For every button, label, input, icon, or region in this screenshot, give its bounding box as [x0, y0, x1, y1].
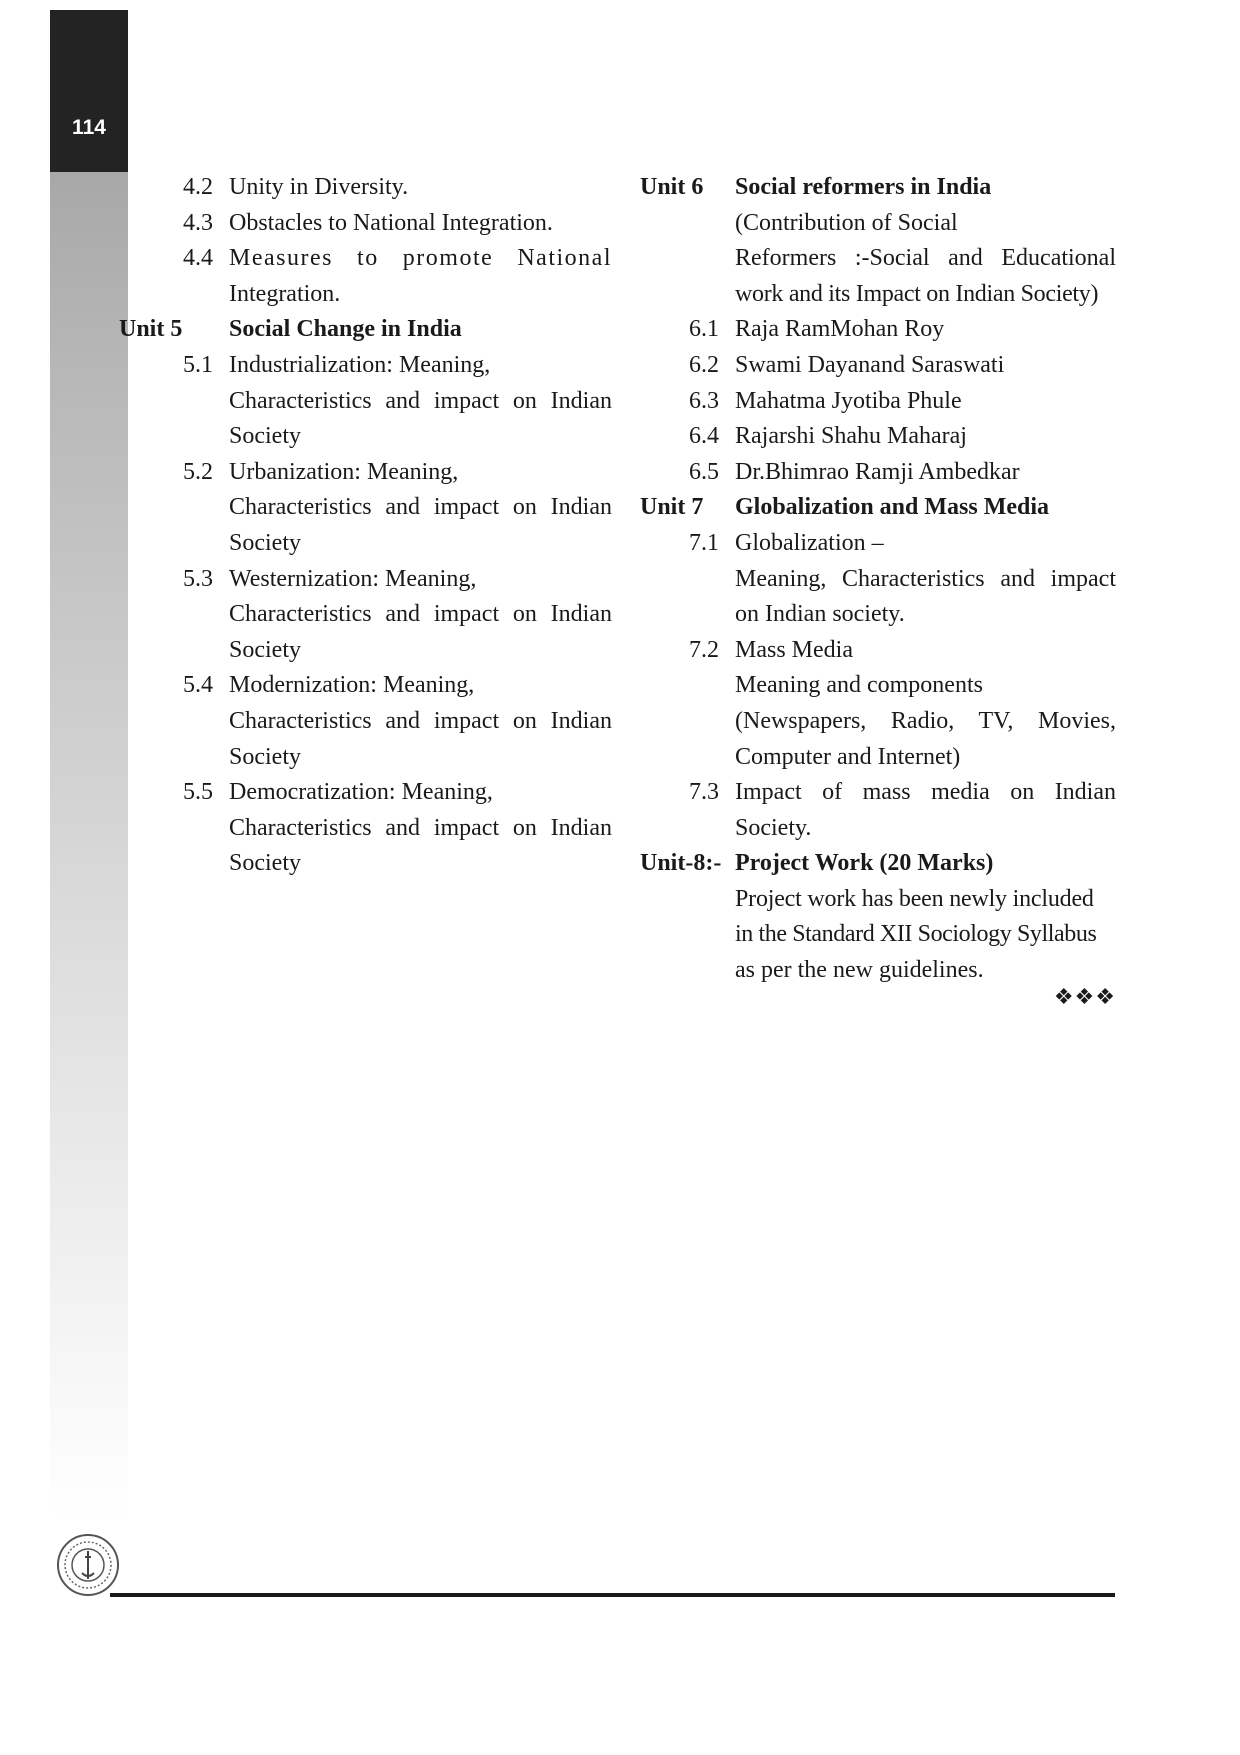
list-item-4-3: [134, 206, 612, 242]
item-continuation: on Indian society.: [735, 601, 905, 628]
list-item-5-3: [134, 562, 612, 598]
item-text: Mahatma Jyotiba Phule: [735, 387, 962, 414]
item-number: 6.4: [689, 423, 719, 450]
item-continuation: Computer and Internet): [735, 743, 961, 770]
item-text: Measures to promote National: [229, 245, 612, 272]
item-number: 5.5: [183, 779, 213, 806]
list-item-4-4: [134, 241, 612, 277]
item-text: Mass Media: [735, 636, 853, 663]
item-text: Modernization: Meaning,: [229, 672, 475, 699]
side-gradient-bar: [50, 10, 128, 1520]
unit-description: Project work has been newly included: [735, 885, 1094, 912]
item-continuation: Characteristics and impact on Indian: [229, 387, 612, 414]
item-text: Westernization: Meaning,: [229, 565, 477, 592]
item-text: Raja RamMohan Roy: [735, 316, 945, 343]
end-ornament: ❖❖❖: [1053, 985, 1116, 1010]
unit-title: Project Work (20 Marks): [735, 850, 994, 877]
footer-rule: [110, 1593, 1115, 1597]
unit-description: in the Standard XII Sociology Syllabus: [735, 921, 1097, 948]
unit-description: Reformers :-Social and Educational: [735, 245, 1116, 272]
item-continuation: Society: [229, 529, 301, 556]
item-text: Rajarshi Shahu Maharaj: [735, 423, 967, 450]
list-item-7-3: [640, 775, 1116, 811]
item-continuation: Society: [229, 743, 301, 770]
item-number: 5.1: [183, 351, 213, 378]
unit-title: Social Change in India: [229, 316, 462, 343]
unit-description: work and its Impact on Indian Society): [735, 280, 1099, 307]
item-continuation: Society: [229, 423, 301, 450]
item-text: Impact of mass media on Indian: [735, 779, 1116, 806]
right-column: [640, 170, 1116, 989]
list-item-6-2: [640, 348, 1116, 384]
page-number-tab: [50, 10, 128, 172]
item-continuation: (Newspapers, Radio, TV, Movies,: [735, 707, 1116, 734]
item-continuation: Society: [229, 636, 301, 663]
item-text: Democratization: Meaning,: [229, 779, 493, 806]
item-number: 6.3: [689, 387, 719, 414]
list-item-5-2: [134, 455, 612, 491]
list-item-5-4: [134, 668, 612, 704]
item-continuation: Characteristics and impact on Indian: [229, 494, 612, 521]
list-item-6-1: [640, 312, 1116, 348]
item-continuation: Characteristics and impact on Indian: [229, 601, 612, 628]
item-text: Dr.Bhimrao Ramji Ambedkar: [735, 458, 1020, 485]
unit-title: Globalization and Mass Media: [735, 494, 1050, 521]
item-continuation: Meaning, Characteristics and impact: [735, 565, 1116, 592]
list-item-5-1: [134, 348, 612, 384]
item-number: 6.2: [689, 351, 719, 378]
list-item-6-5: [640, 455, 1116, 491]
unit-title: Social reformers in India: [735, 174, 992, 200]
item-text: Industrialization: Meaning,: [229, 351, 491, 378]
page-number: 114: [72, 116, 106, 139]
list-item-5-5: [134, 775, 612, 811]
item-continuation: Integration.: [229, 280, 341, 307]
unit-description: as per the new guidelines.: [735, 957, 984, 984]
unit-8-heading: [640, 846, 1116, 882]
item-text: Obstacles to National Integration.: [229, 209, 553, 236]
item-number: 6.5: [689, 458, 719, 485]
item-text: Urbanization: Meaning,: [229, 458, 459, 485]
unit-6-heading: [640, 170, 1116, 206]
emblem-seal-icon: [56, 1533, 120, 1597]
unit-5-heading: [119, 312, 612, 348]
unit-7-heading: [640, 490, 1116, 526]
item-number: 4.2: [183, 174, 213, 200]
item-continuation: Society: [229, 850, 301, 877]
list-item-6-4: [640, 419, 1116, 455]
unit-description: (Contribution of Social: [735, 209, 958, 236]
list-item-7-1: [640, 526, 1116, 562]
unit-label: Unit 5: [119, 316, 183, 343]
item-number: 7.2: [689, 636, 719, 663]
item-text: Globalization –: [735, 529, 884, 556]
item-continuation: Characteristics and impact on Indian: [229, 707, 612, 734]
item-number: 7.3: [689, 779, 719, 806]
list-item-7-2: [640, 633, 1116, 669]
item-number: 5.2: [183, 458, 213, 485]
item-number: 5.4: [183, 672, 213, 699]
item-continuation: Meaning and components: [735, 672, 983, 699]
item-text: Unity in Diversity.: [229, 174, 409, 200]
unit-label: Unit 7: [640, 494, 704, 521]
list-item-6-3: [640, 384, 1116, 420]
item-number: 4.3: [183, 209, 213, 236]
item-number: 7.1: [689, 529, 719, 556]
item-continuation: Society.: [735, 814, 812, 841]
item-continuation: Characteristics and impact on Indian: [229, 814, 612, 841]
item-number: 4.4: [183, 245, 213, 272]
list-item-4-2: [134, 170, 612, 206]
item-number: 5.3: [183, 565, 213, 592]
unit-label: Unit-8:-: [640, 850, 722, 877]
item-text: Swami Dayanand Saraswati: [735, 351, 1005, 378]
left-column: [119, 170, 612, 882]
unit-label: Unit 6: [640, 174, 704, 200]
item-number: 6.1: [689, 316, 719, 343]
